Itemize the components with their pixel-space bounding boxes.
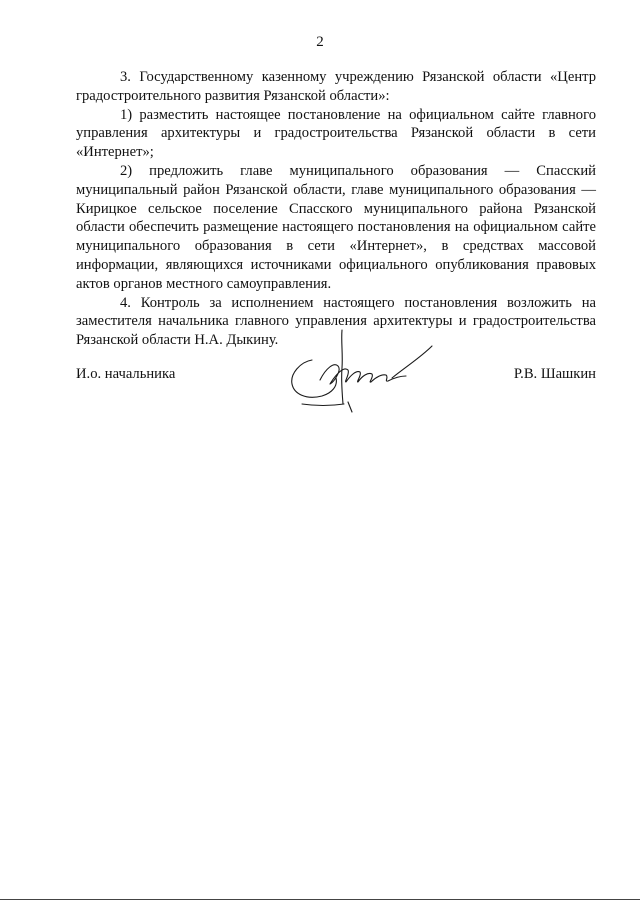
page-number: 2 (316, 34, 324, 50)
paragraph-3: 3. Государственному казенному учреждению Рязанской области «Центр градостроительного развития Рязанской области»: (76, 69, 596, 104)
paragraph-3-item-1: 1) разместить настоящее постановление на официальном сайте главного управления архитектуры и градостроительства Рязанской области в сети «Интернет»; (76, 106, 596, 161)
paragraph-4: 4. Контроль за исполнением настоящего постановления возложить на заместителя начальника главного управления архитектуры и градостроительства Рязанской области Н.А. Дыкину. (76, 294, 596, 349)
handwritten-signature (272, 322, 442, 417)
bottom-border-line (0, 899, 640, 900)
position-title: И.о. начальника (76, 366, 176, 382)
paragraph-3-item-2: 2) предложить главе муниципального образования — Спасский муниципальный район Рязанской области, главе муниципального образования — Кирицкое сельское поселение Спасского муниципального района Рязанской области обеспечить размещение настоящего постановления на официальном сайте муниципального образования в сети «Интернет», в средствах массовой информации, являющихся источниками официального опубликования правовых актов органов местного самоуправления. (76, 162, 596, 292)
document-body (76, 68, 596, 350)
signer-name: Р.В. Шашкин (513, 366, 596, 382)
